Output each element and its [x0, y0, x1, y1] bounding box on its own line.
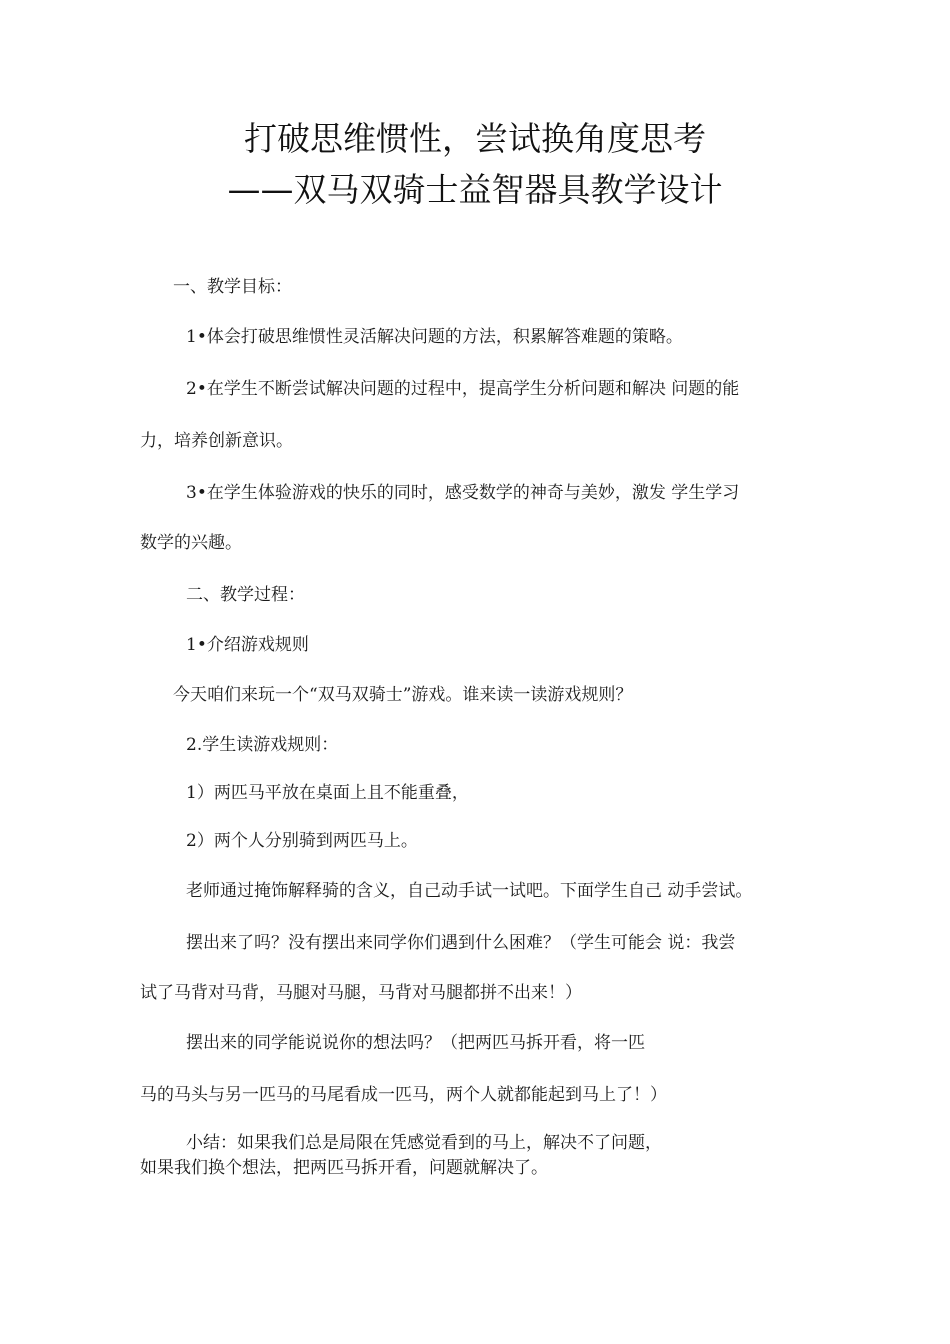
paragraph-teacher-demo: 老师通过掩饰解释骑的含义，自己动手试一试吧。下面学生自己 动手尝试。	[186, 881, 753, 901]
objective-item-3-continued: 数学的兴趣。	[140, 533, 242, 553]
paragraph-idea-continued: 马的马头与另一匹马的马尾看成一匹马，两个人就都能起到马上了！）	[140, 1085, 667, 1105]
objective-item-1: 1•体会打破思维惯性灵活解决问题的方法，积累解答难题的策略。	[186, 327, 683, 347]
section-heading-objectives: 一、教学目标：	[173, 277, 292, 297]
section-heading-process: 二、教学过程：	[186, 585, 305, 605]
summary-paragraph: 小结：如果我们总是局限在凭感觉看到的马上，解决不了问题，	[186, 1133, 662, 1153]
rule-item-1: 1）两匹马平放在桌面上且不能重叠，	[186, 783, 469, 803]
objective-item-3: 3•在学生体验游戏的快乐的同时，感受数学的神奇与美妙，激发 学生学习	[186, 483, 740, 503]
document-title: 打破思维惯性，尝试换角度思考	[244, 119, 706, 158]
paragraph-intro: 今天咱们来玩一个“双马双骑士”游戏。谁来读一读游戏规则？	[173, 685, 633, 705]
paragraph-difficulty-continued: 试了马背对马背，马腿对马腿，马背对马腿都拼不出来！）	[140, 983, 582, 1003]
document-subtitle: ——双马双骑士益智器具教学设计	[227, 170, 723, 209]
process-step-1: 1•介绍游戏规则	[186, 635, 309, 655]
objective-item-2: 2•在学生不断尝试解决问题的过程中，提高学生分析问题和解决 问题的能	[186, 379, 740, 399]
paragraph-difficulty: 摆出来了吗？没有摆出来同学你们遇到什么困难？（学生可能会 说：我尝	[186, 933, 736, 953]
objective-item-2-continued: 力，培养创新意识。	[140, 431, 293, 451]
paragraph-idea: 摆出来的同学能说说你的想法吗？（把两匹马拆开看，将一匹	[186, 1033, 645, 1053]
summary-paragraph-continued: 如果我们换个想法，把两匹马拆开看，问题就解决了。	[140, 1158, 548, 1178]
rule-item-2: 2）两个人分别骑到两匹马上。	[186, 831, 418, 851]
process-step-2: 2.学生读游戏规则：	[186, 735, 339, 755]
